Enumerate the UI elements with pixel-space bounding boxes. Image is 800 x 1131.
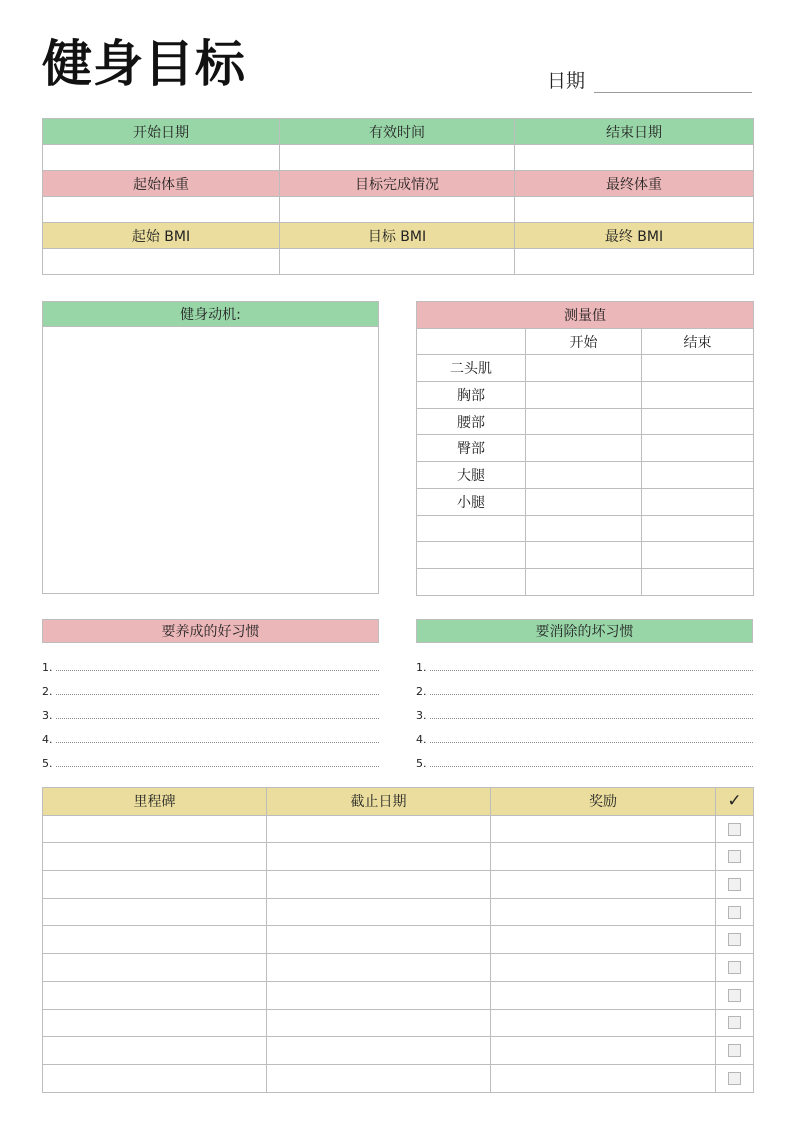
measurement-start-field[interactable] xyxy=(526,408,642,435)
measurement-start-field[interactable] xyxy=(526,568,642,595)
measurement-start-field[interactable] xyxy=(526,435,642,462)
checkbox-cell xyxy=(716,1037,754,1065)
goal-label: 有效时间 xyxy=(280,119,515,145)
page-title: 健身目标 xyxy=(42,35,246,93)
habit-line[interactable] xyxy=(42,674,379,698)
habit-number: 1. xyxy=(416,661,427,674)
reward-header: 奖励 xyxy=(491,788,716,816)
habit-number: 5. xyxy=(416,757,427,770)
goals-table xyxy=(42,118,754,275)
milestone-checkbox[interactable] xyxy=(728,878,741,891)
goal-label: 结束日期 xyxy=(515,119,754,145)
milestone-row xyxy=(43,815,754,843)
reward-field[interactable] xyxy=(491,1064,716,1092)
milestone-row xyxy=(43,1037,754,1065)
measurement-start-field[interactable] xyxy=(526,542,642,569)
dotted-line xyxy=(56,693,379,695)
checkbox-cell xyxy=(716,898,754,926)
dotted-line xyxy=(56,741,379,743)
measurement-start-field[interactable] xyxy=(526,488,642,515)
milestone-row xyxy=(43,898,754,926)
measurement-label xyxy=(417,568,526,595)
motivation-field[interactable] xyxy=(42,327,379,594)
goal-label: 最终 BMI xyxy=(515,223,754,249)
reward-field[interactable] xyxy=(491,843,716,871)
reward-field[interactable] xyxy=(491,1037,716,1065)
checkbox-cell xyxy=(716,843,754,871)
date-field[interactable] xyxy=(594,92,752,93)
checkbox-cell xyxy=(716,954,754,982)
measurement-end-field[interactable] xyxy=(642,488,754,515)
milestone-field[interactable] xyxy=(43,1037,267,1065)
milestone-field[interactable] xyxy=(43,843,267,871)
habit-number: 4. xyxy=(416,733,427,746)
measurement-start-field[interactable] xyxy=(526,382,642,409)
milestone-field[interactable] xyxy=(43,898,267,926)
measurement-label: 小腿 xyxy=(417,488,526,515)
reward-field[interactable] xyxy=(491,981,716,1009)
goal-label: 最终体重 xyxy=(515,171,754,197)
deadline-field[interactable] xyxy=(267,1064,491,1092)
habit-number: 1. xyxy=(42,661,53,674)
habit-line[interactable] xyxy=(42,722,379,746)
good-habits-list xyxy=(42,650,379,770)
milestone-field[interactable] xyxy=(43,926,267,954)
dotted-line xyxy=(430,717,753,719)
habit-line[interactable] xyxy=(42,746,379,770)
measurement-label: 臀部 xyxy=(417,435,526,462)
measurement-end-field[interactable] xyxy=(642,435,754,462)
goal-value-field[interactable] xyxy=(43,197,280,223)
milestone-checkbox[interactable] xyxy=(728,1044,741,1057)
milestone-field[interactable] xyxy=(43,954,267,982)
goal-label: 开始日期 xyxy=(43,119,280,145)
dotted-line xyxy=(56,669,379,671)
goal-value-field[interactable] xyxy=(515,249,754,275)
goal-value-field[interactable] xyxy=(280,249,515,275)
col-end-header: 结束 xyxy=(642,328,754,355)
milestone-row xyxy=(43,843,754,871)
measurement-end-field[interactable] xyxy=(642,462,754,489)
milestone-checkbox[interactable] xyxy=(728,1072,741,1085)
measurement-end-field[interactable] xyxy=(642,515,754,542)
reward-field[interactable] xyxy=(491,871,716,899)
milestone-checkbox[interactable] xyxy=(728,823,741,836)
milestones-table xyxy=(42,787,754,1093)
measurement-start-field[interactable] xyxy=(526,462,642,489)
motivation-header: 健身动机: xyxy=(42,301,379,327)
habit-line[interactable] xyxy=(416,650,753,674)
dotted-line xyxy=(430,693,753,695)
deadline-field[interactable] xyxy=(267,954,491,982)
reward-field[interactable] xyxy=(491,815,716,843)
milestone-row xyxy=(43,981,754,1009)
milestone-checkbox[interactable] xyxy=(728,989,741,1002)
milestone-checkbox[interactable] xyxy=(728,906,741,919)
deadline-field[interactable] xyxy=(267,981,491,1009)
deadline-field[interactable] xyxy=(267,926,491,954)
deadline-header: 截止日期 xyxy=(267,788,491,816)
measurement-label: 大腿 xyxy=(417,462,526,489)
bad-habits-header: 要消除的坏习惯 xyxy=(416,619,753,643)
habit-line[interactable] xyxy=(416,698,753,722)
habit-number: 5. xyxy=(42,757,53,770)
goal-label: 目标完成情况 xyxy=(280,171,515,197)
measurement-end-field[interactable] xyxy=(642,408,754,435)
checkbox-cell xyxy=(716,926,754,954)
goal-value-field[interactable] xyxy=(515,145,754,171)
dotted-line xyxy=(430,741,753,743)
habit-line[interactable] xyxy=(416,746,753,770)
measurement-end-field[interactable] xyxy=(642,568,754,595)
milestone-checkbox[interactable] xyxy=(728,933,741,946)
milestone-field[interactable] xyxy=(43,1064,267,1092)
dotted-line xyxy=(430,765,753,767)
habit-number: 4. xyxy=(42,733,53,746)
habit-line[interactable] xyxy=(416,722,753,746)
milestone-field[interactable] xyxy=(43,815,267,843)
deadline-field[interactable] xyxy=(267,843,491,871)
measurement-label xyxy=(417,515,526,542)
measurement-label: 二头肌 xyxy=(417,355,526,382)
measurements-corner xyxy=(417,328,526,355)
habit-number: 3. xyxy=(416,709,427,722)
col-start-header: 开始 xyxy=(526,328,642,355)
checkbox-cell xyxy=(716,1009,754,1037)
dotted-line xyxy=(56,765,379,767)
checkbox-cell xyxy=(716,981,754,1009)
habit-number: 2. xyxy=(416,685,427,698)
deadline-field[interactable] xyxy=(267,815,491,843)
goal-value-field[interactable] xyxy=(280,197,515,223)
good-habits-header: 要养成的好习惯 xyxy=(42,619,379,643)
measurement-label: 腰部 xyxy=(417,408,526,435)
habit-number: 2. xyxy=(42,685,53,698)
measurement-start-field[interactable] xyxy=(526,355,642,382)
milestone-field[interactable] xyxy=(43,981,267,1009)
goal-label: 起始 BMI xyxy=(43,223,280,249)
reward-field[interactable] xyxy=(491,926,716,954)
measurements-title: 测量值 xyxy=(417,302,754,329)
milestone-checkbox[interactable] xyxy=(728,961,741,974)
deadline-field[interactable] xyxy=(267,871,491,899)
measurement-start-field[interactable] xyxy=(526,515,642,542)
goal-value-field[interactable] xyxy=(515,197,754,223)
milestone-row xyxy=(43,1009,754,1037)
milestone-field[interactable] xyxy=(43,871,267,899)
dotted-line xyxy=(430,669,753,671)
check-header-icon: ✓ xyxy=(716,788,754,816)
checkbox-cell xyxy=(716,1064,754,1092)
milestone-row xyxy=(43,871,754,899)
habit-number: 3. xyxy=(42,709,53,722)
milestone-row xyxy=(43,954,754,982)
goal-value-field[interactable] xyxy=(43,249,280,275)
habit-line[interactable] xyxy=(42,698,379,722)
milestone-checkbox[interactable] xyxy=(728,1016,741,1029)
milestone-field[interactable] xyxy=(43,1009,267,1037)
deadline-field[interactable] xyxy=(267,1009,491,1037)
date-label: 日期 xyxy=(547,70,586,92)
measurement-end-field[interactable] xyxy=(642,542,754,569)
measurement-label xyxy=(417,542,526,569)
reward-field[interactable] xyxy=(491,954,716,982)
measurements-table xyxy=(416,301,754,596)
milestone-checkbox[interactable] xyxy=(728,850,741,863)
reward-field[interactable] xyxy=(491,1009,716,1037)
measurement-end-field[interactable] xyxy=(642,355,754,382)
goal-value-field[interactable] xyxy=(280,145,515,171)
measurement-end-field[interactable] xyxy=(642,382,754,409)
milestone-row xyxy=(43,1064,754,1092)
milestone-header: 里程碑 xyxy=(43,788,267,816)
goal-value-field[interactable] xyxy=(43,145,280,171)
checkbox-cell xyxy=(716,871,754,899)
dotted-line xyxy=(56,717,379,719)
deadline-field[interactable] xyxy=(267,898,491,926)
deadline-field[interactable] xyxy=(267,1037,491,1065)
milestone-row xyxy=(43,926,754,954)
goal-label: 起始体重 xyxy=(43,171,280,197)
checkbox-cell xyxy=(716,815,754,843)
reward-field[interactable] xyxy=(491,898,716,926)
habit-line[interactable] xyxy=(42,650,379,674)
goal-label: 目标 BMI xyxy=(280,223,515,249)
measurement-label: 胸部 xyxy=(417,382,526,409)
bad-habits-list xyxy=(416,650,753,770)
habit-line[interactable] xyxy=(416,674,753,698)
